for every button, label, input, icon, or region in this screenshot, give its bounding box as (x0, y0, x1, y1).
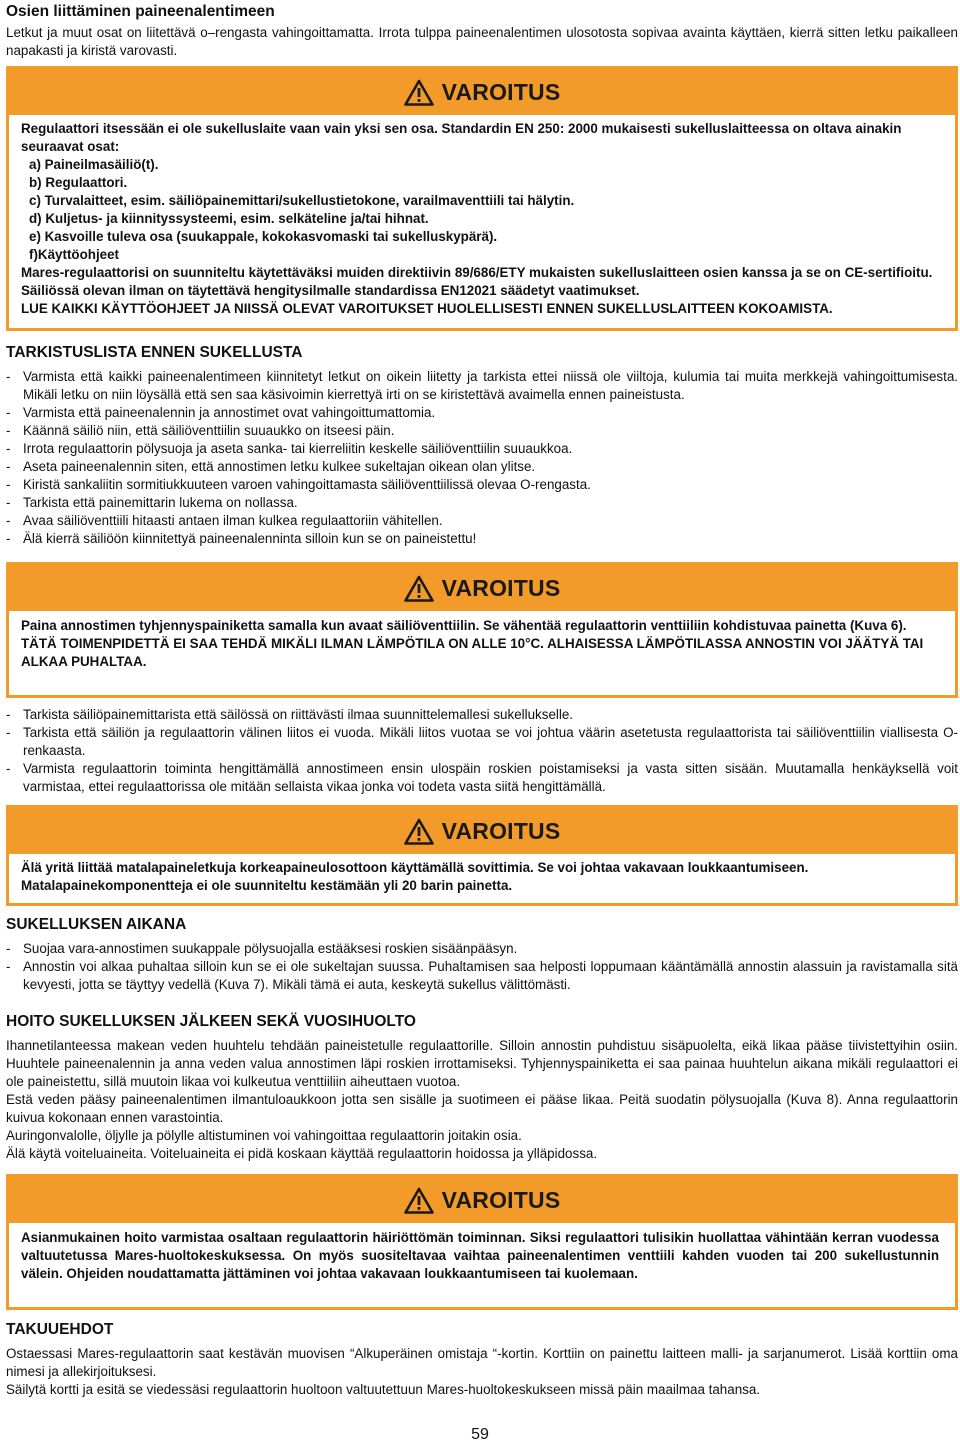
warning-paragraph: Mares-regulaattorisi on suunniteltu käytettäväksi muiden direktiivin 89/686/ETY mukaisten sukelluslaitteen osien kanssa ja se on CE-sertifioitu. Säiliössä olevan ilman on täytettävä hengitysilmalle standardissa EN12021 säädetyt vaatimukset. (21, 265, 933, 298)
list-item: - Irrota regulaattorin pölysuoja ja aseta sanka- tai kierreliitin keskelle säiliöventtiilin suuaukkoa. (6, 440, 958, 458)
care-paragraph: Älä käytä voiteluaineita. Voiteluaineita ei pidä koskaan käyttää regulaattorin hoidossa ja ylläpidossa. (6, 1146, 598, 1161)
care-paragraph: Auringonvalolle, öljylle ja pölylle altistuminen voi vahingoittaa regulaattorin joitakin osia. (6, 1128, 522, 1143)
warning-list-item: f)Käyttöohjeet (29, 247, 120, 262)
warning-paragraph: Älä yritä liittää matalapaineletkuja korkeapaineulosottoon käyttämällä sovittimia. Se voi johtaa vakavaan loukkaantumiseen. Matalapainekomponentteja ei ole suunniteltu kestämään yli 20 barin painetta. (21, 860, 809, 893)
warranty-paragraph: Säilytä kortti ja esitä se viedessäsi regulaattorin huoltoon valtuutettuun Mares-huoltokeskukseen missä päin maailmaa tahansa. (6, 1382, 761, 1397)
warning-list-item: a) Paineilmasäiliö(t). (29, 157, 159, 172)
warning-title: VAROITUS (441, 574, 561, 601)
warning-header (9, 565, 955, 611)
warning-box-3 (6, 805, 958, 906)
warning-box-2 (6, 562, 958, 698)
during-list (6, 940, 958, 994)
section-heading-care: HOITO SUKELLUKSEN JÄLKEEN SEKÄ VUOSIHUOLTO (6, 1013, 416, 1030)
warning-intro: Regulaattori itsessään ei ole sukelluslaite vaan vain yksi sen osa. Standardin EN 250: 2000 mukaisesti sukelluslaitteessa on oltava ainakin seuraavat osat: (21, 121, 902, 154)
warning-triangle-icon (404, 575, 434, 602)
warning-list-item: b) Regulaattori. (29, 175, 128, 190)
warranty-paragraph: Ostaessasi Mares-regulaattorin saat kestävän muovisen “Alkuperäinen omistaja “-kortin. Korttiin on painettu laitteen malli- ja sarjanumerot. Lisää korttiin oma nimesi ja allekirjoituksesi. (6, 1346, 958, 1379)
page-number: 59 (471, 1426, 489, 1443)
warning-list-item: e) Kasvoille tuleva osa (suukappale, kokokasvomaski tai sukelluskypärä). (29, 229, 498, 244)
warning-title: VAROITUS (441, 1186, 561, 1213)
warning-triangle-icon (404, 1187, 434, 1214)
warning-header (9, 808, 955, 854)
section-heading-during: SUKELLUKSEN AIKANA (6, 916, 187, 933)
warning-title: VAROITUS (441, 78, 561, 105)
list-item: - Käännä säiliö niin, että säiliöventtiilin suuaukko on itseesi päin. (6, 422, 958, 440)
list-item: - Annostin voi alkaa puhaltaa silloin kun se ei ole sukeltajan suussa. Puhaltamisen saa helposti loppumaan kääntämällä annostin alassuin ja ravistamalla sitä kevyesti, jotta se täyttyy vedellä (Kuva 7). Mikäli tämä ei auta, keskeytä sukellus välittömästi. (6, 958, 958, 994)
warning-header (9, 69, 955, 115)
care-paragraph: Estä veden pääsy paineenalentimen ilmantuloaukkoon jotta sen sisälle ja suotimeen ei pääse likaa. Peitä suodatin pölysuojalla (Kuva 8). Anna regulaattorin kuivua kokonaan ennen varastointia. (6, 1092, 958, 1125)
checklist-list-2 (6, 706, 958, 796)
section-heading-connecting: Osien liittäminen paineenalentimeen (6, 3, 275, 20)
warning-box-4 (6, 1174, 958, 1310)
intro-text: Letkut ja muut osat on liitettävä o–rengasta vahingoittamatta. Irrota tulppa paineenalentimen ulosotosta sopivaa avainta käyttäen, kierrä sitten letku paikalleen napakasti ja kiristä varovasti. (6, 25, 958, 58)
section-heading-checklist: TARKISTUSLISTA ENNEN SUKELLUSTA (6, 344, 303, 361)
warning-caps: LUE KAIKKI KÄYTTÖOHJEET JA NIISSÄ OLEVAT VAROITUKSET HUOLELLISESTI ENNEN SUKELLUSLAITTEEN KOKOAMISTA. (21, 301, 833, 316)
list-item: - Tarkista että painemittarin lukema on nollassa. (6, 494, 958, 512)
list-item: - Tarkista säiliöpainemittarista että säilössä on riittävästi ilmaa suunnittelemallesi sukellukselle. (6, 706, 958, 724)
warning-list-item: c) Turvalaitteet, esim. säiliöpainemittari/sukellustietokone, varailmaventtiili tai hälytin. (29, 193, 575, 208)
list-item: - Varmista että paineenalennin ja annostimet ovat vahingoittumattomia. (6, 404, 958, 422)
list-item: - Varmista regulaattorin toiminta hengittämällä annostimeen ensin ulospäin roskien poistamiseksi ja vasta sitten sisään. Muutamalla henkäyksellä voit varmistaa, ettei regulaattorissa ole mitään sellaista vikaa jonka voi todeta vasta siitä hengittämällä. (6, 760, 958, 796)
warning-triangle-icon (404, 79, 434, 106)
warning-box-1 (6, 66, 958, 331)
list-item: - Varmista että kaikki paineenalentimeen kiinnitetyt letkut on oikein liitetty ja tarkista ettei niissä ole viiltoja, kulumia tai muita merkkejä vahingoittumisesta. Mikäli letku on niin löysällä että sen saa käsivoimin kierrettyä irti on se kiristettävä avaimella ennen paineistusta. (6, 368, 958, 404)
list-item: - Avaa säiliöventtiili hitaasti antaen ilman kulkea regulaattoriin vähitellen. (6, 512, 958, 530)
warning-paragraph: Asianmukainen hoito varmistaa osaltaan regulaattorin häiriöttömän toiminnan. Siksi regulaattori tulisikin huollattaa vähintään kerran vuodessa valtuutetussa Mares-huoltokeskuksessa. On myös suositeltavaa vaihtaa paineenalentimen venttiili kahden vuoden tai 200 sukellustunnin välein. Ohjeiden noudattamatta jättäminen voi johtaa vakavaan loukkaantumiseen tai kuolemaan. (21, 1230, 939, 1281)
care-paragraph: Ihannetilanteessa makean veden huuhtelu tehdään paineistetulle regulaattorille. Silloin annostin puhdistuu sisäpuolelta, eikä likaa pääse tiivistettyihin osiin. Huuhtele paineenalennin ja anna veden valua annostimen läpi roskien irrottamiseksi. Tyhjennyspainiketta ei saa painaa huuhtelun aikana mikäli regulaattori ei ole paineistettu, sillä muutoin likaa voi kulkeutua venttiiliin aiheuttaen vuotoa. (6, 1038, 958, 1089)
list-item: - Suojaa vara-annostimen suukappale pölysuojalla estääksesi roskien sisäänpääsyn. (6, 940, 958, 958)
warning-caps: TÄTÄ TOIMENPIDETTÄ EI SAA TEHDÄ MIKÄLI ILMAN LÄMPÖTILA ON ALLE 10°C. ALHAISESSA LÄMPÖTILASSA ANNOSTIN VOI JÄÄTYÄ TAI ALKAA PUHALTAA. (21, 636, 924, 669)
section-heading-warranty: TAKUUEHDOT (6, 1321, 114, 1338)
warning-triangle-icon (404, 818, 434, 845)
list-item: - Älä kierrä säiliöön kiinnitettyä paineenalenninta silloin kun se on paineistettu! (6, 530, 958, 548)
list-item: - Tarkista että säiliön ja regulaattorin välinen liitos ei vuoda. Mikäli liitos vuotaa se voi johtua väärin asetetusta regulaattorista tai säiliöventtiilin viallisesta O-renkaasta. (6, 724, 958, 760)
list-item: - Kiristä sankaliitin sormitiukkuuteen varoen vahingoittamasta säiliöventtiilissä olevaa O-rengasta. (6, 476, 958, 494)
warning-header (9, 1177, 955, 1223)
warning-list-item: d) Kuljetus- ja kiinnityssysteemi, esim. selkäteline ja/tai hihnat. (29, 211, 429, 226)
warning-title: VAROITUS (441, 817, 561, 844)
list-item: - Aseta paineenalennin siten, että annostimen letku kulkee sukeltajan oikean olan ylitse. (6, 458, 958, 476)
warning-paragraph: Paina annostimen tyhjennyspainiketta samalla kun avaat säiliöventtiilin. Se vähentää regulaattorin venttiiliin kohdistuvaa painetta (Kuva 6). (21, 618, 907, 633)
checklist-list (6, 368, 958, 548)
